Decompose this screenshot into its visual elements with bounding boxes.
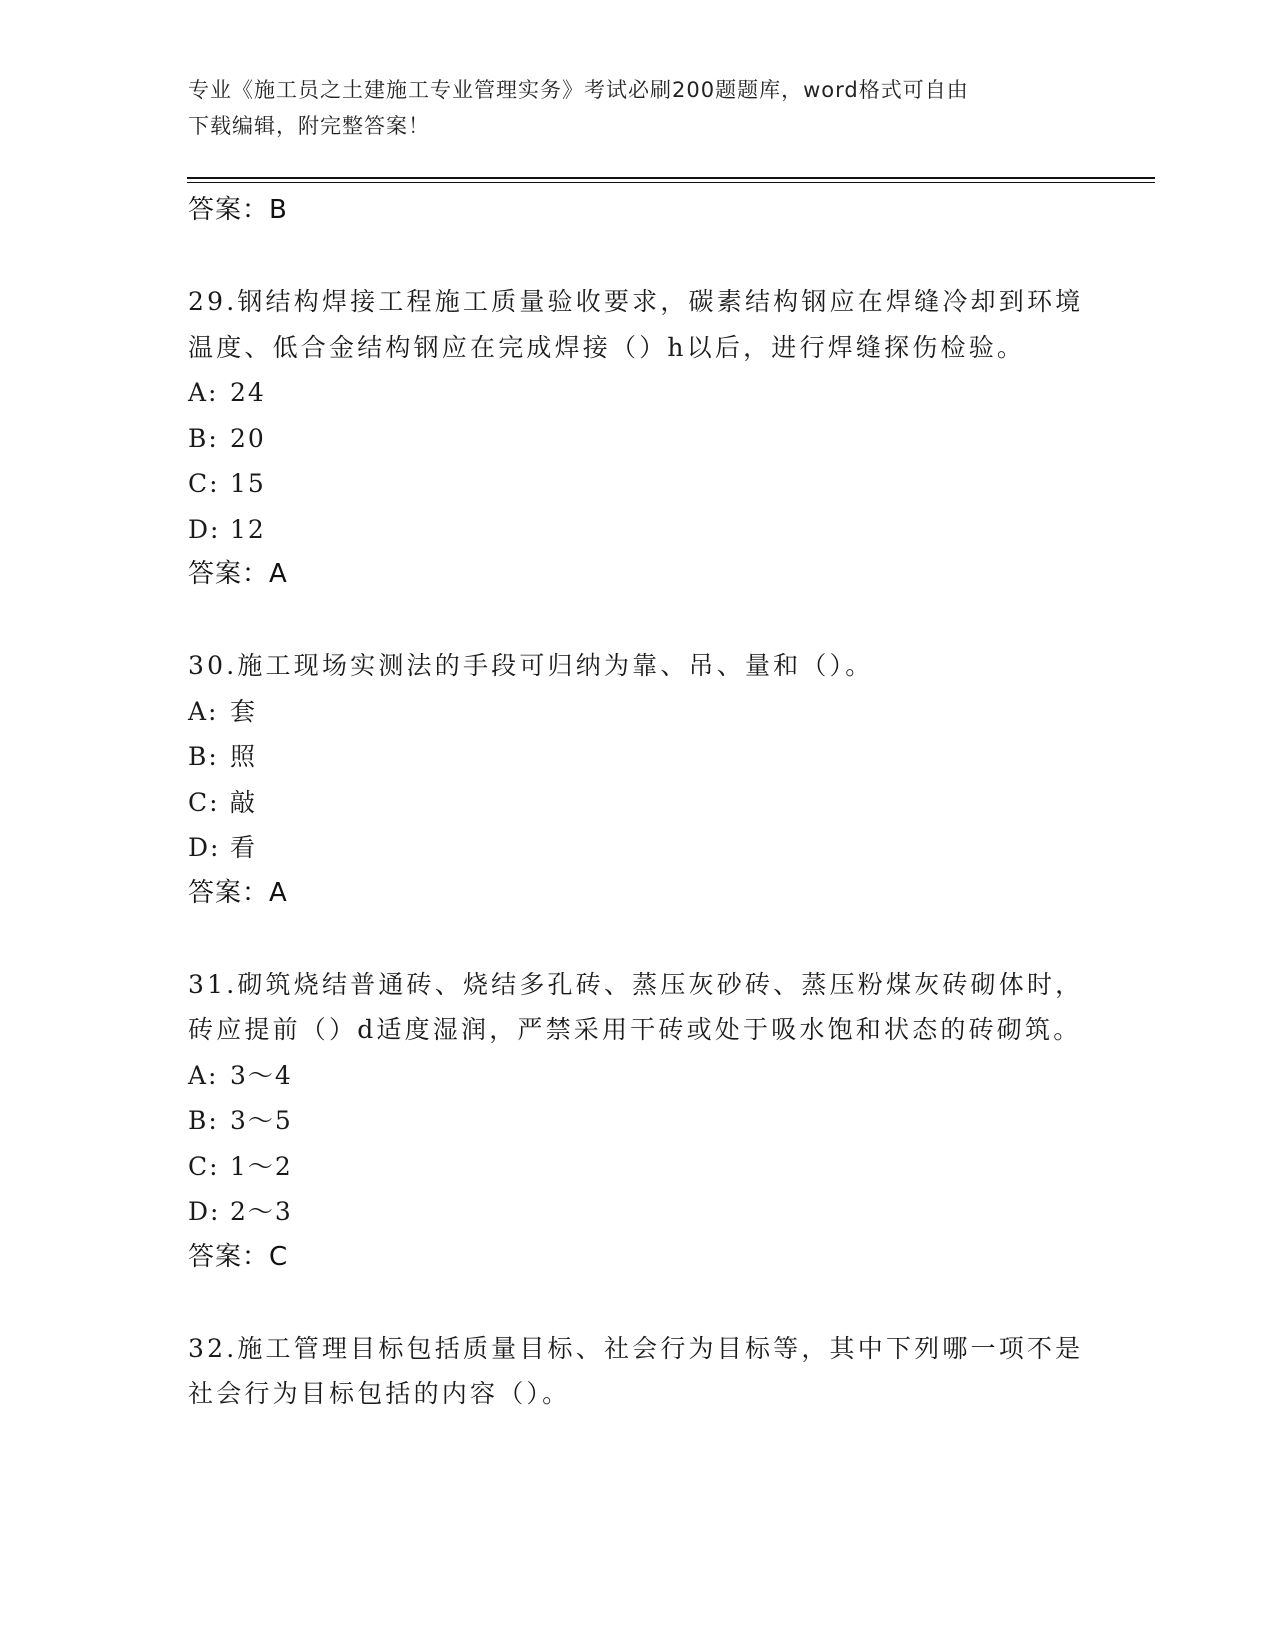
option-label: C: — [188, 787, 220, 817]
option-label: C: — [188, 1151, 220, 1181]
answer-line: 答案：A — [188, 877, 288, 908]
question-stem: 29.钢结构焊接工程施工质量验收要求，碳素结构钢应在焊缝冷却到环境温度、低合金结构钢应在完成焊接（）h以后，进行焊缝探伤检验。 — [188, 287, 1084, 362]
question-30 — [188, 643, 1088, 916]
header-line-2: 下载编辑，附完整答案！ — [188, 114, 430, 138]
question-29 — [188, 279, 1088, 597]
option-text: 套 — [230, 696, 258, 726]
option-c — [188, 1144, 1088, 1190]
option-label: D: — [188, 1197, 221, 1226]
document-header — [188, 72, 1068, 144]
option-label: B: — [188, 423, 219, 453]
option-label: B: — [188, 1106, 219, 1135]
question-stem: 31.砌筑烧结普通砖、烧结多孔砖、蒸压灰砂砖、蒸压粉煤灰砖砌体时，砖应提前（）d适度湿润，严禁采用干砖或处于吸水饱和状态的砖砌筑。 — [188, 969, 1084, 1044]
option-a — [188, 1053, 1088, 1099]
option-text: 20 — [230, 423, 266, 453]
option-text: 3～5 — [230, 1106, 293, 1135]
option-text: 敲 — [230, 787, 258, 817]
option-d — [188, 825, 1088, 871]
option-label: A: — [188, 696, 219, 726]
option-d — [188, 1189, 1088, 1235]
option-label: D: — [188, 514, 221, 544]
option-label: B: — [188, 742, 219, 771]
question-31 — [188, 962, 1088, 1280]
option-text: 看 — [230, 833, 258, 862]
question-stem: 30.施工现场实测法的手段可归纳为靠、吊、量和（）。 — [188, 651, 874, 680]
option-text: 2～3 — [230, 1197, 293, 1226]
option-label: A: — [188, 378, 219, 407]
option-b — [188, 1098, 1088, 1144]
option-d — [188, 507, 1088, 553]
question-list — [188, 188, 1088, 1417]
option-label: C: — [188, 469, 220, 498]
question-32 — [188, 1326, 1088, 1417]
header-divider-thick — [187, 177, 1155, 179]
option-text: 15 — [230, 469, 266, 498]
option-b — [188, 416, 1088, 462]
option-text: 3～4 — [230, 1060, 293, 1090]
option-text: 照 — [230, 742, 258, 771]
option-text: 12 — [230, 514, 266, 544]
option-a — [188, 370, 1088, 416]
answer-line: 答案：A — [188, 559, 288, 589]
option-text: 24 — [230, 378, 266, 407]
question-stem: 32.施工管理目标包括质量目标、社会行为目标等，其中下列哪一项不是社会行为目标包括的内容（）。 — [188, 1333, 1084, 1408]
answer-line: 答案：C — [188, 1241, 289, 1272]
header-divider-thin — [187, 182, 1155, 183]
option-c — [188, 780, 1088, 826]
header-line-1: 专业《施工员之土建施工专业管理实务》考试必刷200题题库，word格式可自由 — [188, 78, 969, 102]
option-b — [188, 734, 1088, 780]
option-c — [188, 461, 1088, 507]
option-label: A: — [188, 1060, 219, 1090]
option-text: 1～2 — [230, 1151, 293, 1181]
option-a — [188, 689, 1088, 735]
option-label: D: — [188, 833, 221, 862]
answer-line: 答案：B — [188, 195, 288, 225]
